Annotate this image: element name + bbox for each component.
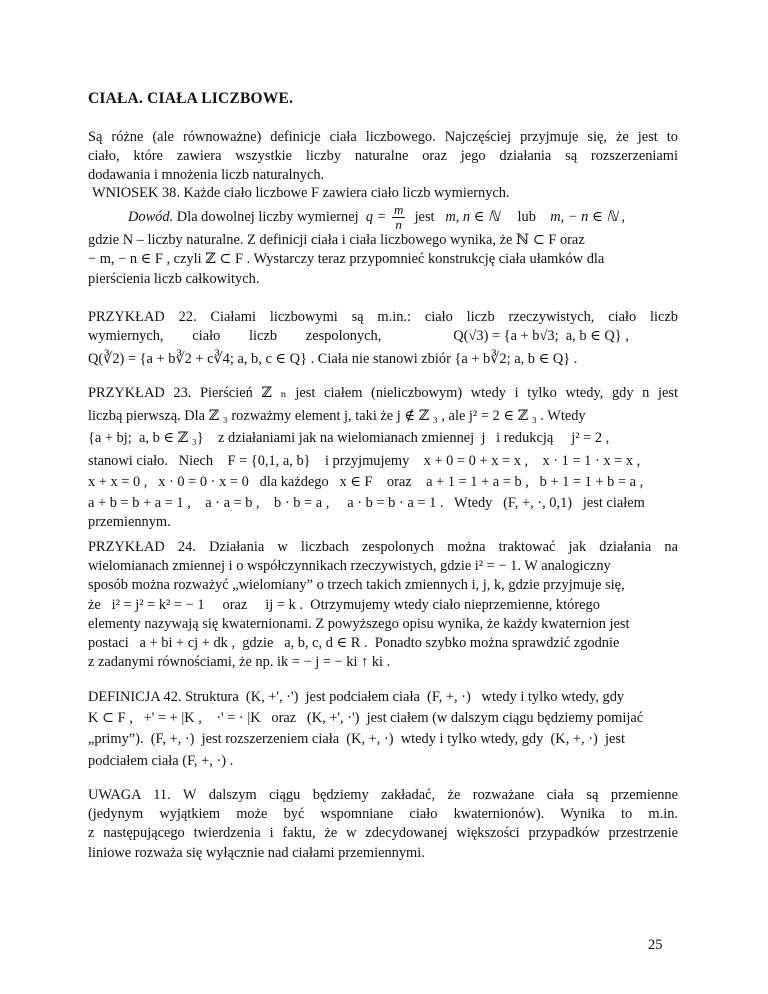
text-line: liczbą pierwszą. Dla ℤ ₃ rozważmy element j, taki że j ∉ ℤ ₃ , ale j² = 2 ∈ ℤ ₃ . Wtedy [88, 408, 586, 425]
text-line: Q(∛2) = {a + b∛2 + c∛4; a, b, c ∈ Q} . Ciała nie stanowi zbiór {a + b∛2; a, b ∈ Q} . [88, 351, 578, 368]
fraction-numerator: m [393, 202, 404, 218]
text-line: że i² = j² = k² = − 1 oraz ij = k . Otrzymujemy wtedy ciało nieprzemienne, którego [88, 596, 600, 613]
example-23 [88, 384, 678, 532]
text-line: z następującego twierdzenia i faktu, że w zdecydowanej większości przypadków przestrzenie [88, 825, 678, 842]
text-line: z zadanymi równościami, że np. ik = − j = − ki ↑ ki . [88, 654, 391, 671]
text-line: PRZYKŁAD 22. Ciałami liczbowymi są m.in.: ciało liczb rzeczywistych, ciało liczb [88, 309, 678, 325]
corollary-38 [88, 184, 678, 289]
text-line: dodawania i mnożenia liczb naturalnych. [88, 167, 325, 184]
section-title: CIAŁA. CIAŁA LICZBOWE. [88, 90, 294, 107]
text-line: PRZYKŁAD 23. Pierścień ℤ ₙ jest ciałem (nieliczbowym) wtedy i tylko wtedy, gdy n jest [88, 385, 678, 401]
text-line: {a + bj; a, b ∈ ℤ ₃} z działaniami jak na wielomianach zmiennej j i redukcją j² = 2 , [88, 430, 610, 447]
condition-negative: m, − n ∈ ℕ , [550, 209, 625, 226]
example-22 [88, 308, 678, 370]
q-equals: q = [365, 209, 387, 226]
corollary-statement: WNIOSEK 38. Każde ciało liczbowe F zawiera ciało liczb wymiernych. [92, 185, 510, 201]
page-number: 25 [648, 937, 663, 953]
fraction-m-over-n [392, 203, 405, 232]
text-line: a + b = b + a = 1 , a · a = b , b · b = a , a · b = b · a = 1 . Wtedy (F, +, ·, 0,1) jest ciałem [88, 495, 645, 512]
text-line: ciało, które zawiera wszystkie liczby naturalne oraz jego działania są rozszerzeniami [88, 148, 678, 165]
fraction-denominator: n [395, 217, 402, 233]
text-line: sposób można rozważyć „wielomiany” o trzech takich zmiennych i, j, k, gdzie przyjmuje się, [88, 577, 625, 594]
word-jest: jest [414, 209, 435, 226]
text-line: DEFINICJA 42. Struktura (K, +', ·') jest podciałem ciała (F, +, ·) wtedy i tylko wtedy, gdy [88, 689, 625, 705]
text-line: stanowi ciało. Niech F = {0,1, a, b} i przyjmujemy x + 0 = 0 + x = x , x · 1 = 1 · x = x , [88, 452, 641, 469]
definition-42 [88, 688, 678, 771]
intro-paragraph [88, 128, 678, 186]
text-line: − m, − n ∈ F , czyli ℤ ⊂ F . Wystarczy teraz przypomnieć konstrukcję ciała ułamków dla [88, 251, 605, 268]
word-lub: lub [517, 209, 536, 226]
text-line: postaci a + bi + cj + dk , gdzie a, b, c, d ∈ R . Ponadto szybko można sprawdzić zgodnie [88, 635, 620, 652]
text-line: (jedynym wyjątkiem może być wspomniane ciało kwaternionów). Wynika to m.in. [88, 806, 678, 823]
text-line: K ⊂ F , +' = + |K , ·' = · |K oraz (K, +', ·') jest ciałem (w dalszym ciągu będziemy pomijać [88, 710, 644, 727]
condition-natural: m, n ∈ ℕ [445, 209, 500, 226]
text-line: PRZYKŁAD 24. Działania w liczbach zespolonych można traktować jak działania na [88, 539, 678, 555]
text-line: gdzie N – liczby naturalne. Z definicji ciała i ciała liczbowego wynika, że ℕ ⊂ F oraz [88, 232, 585, 249]
text-line: Są różne (ale równoważne) definicje ciała liczbowego. Najczęściej przyjmuje się, że jest to [88, 129, 678, 145]
text-line: liniowe rozważa się wyłącznie nad ciałami przemiennymi. [88, 844, 425, 861]
text-line: „primy”). (F, +, ·) jest rozszerzeniem ciała (K, +, ·) wtedy i tylko wtedy, gdy (K, +, ·) jest [88, 731, 625, 748]
proof-text: Dla dowolnej liczby wymiernej [176, 209, 359, 226]
text-line: wymiernych, ciało liczb zespolonych, Q(√3) = {a + b√3; a, b ∈ Q} , [88, 328, 629, 345]
text-line: pierścienia liczb całkowitych. [88, 270, 260, 287]
proof-label: Dowód. [128, 209, 174, 226]
text-line: wielomianach zmiennej i o współczynnikach rzeczywistych, gdzie i² = − 1. W analogiczny [88, 558, 611, 575]
text-line: elementy nazywają się kwaternionami. Z powyższego opisu wynika, że każdy kwaternion jest [88, 615, 630, 632]
text-line: UWAGA 11. W dalszym ciągu będziemy zakładać, że rozważane ciała są przemienne [88, 787, 678, 803]
text-line: podciałem ciała (F, +, ·) . [88, 752, 234, 769]
text-line: x + x = 0 , x · 0 = 0 · x = 0 dla każdego x ∈ F oraz a + 1 = 1 + a = b , b + 1 = 1 + b = a , [88, 473, 644, 490]
text-line: przemiennym. [88, 514, 171, 531]
example-24 [88, 538, 678, 672]
proof-line [128, 203, 678, 231]
remark-11 [88, 786, 678, 863]
